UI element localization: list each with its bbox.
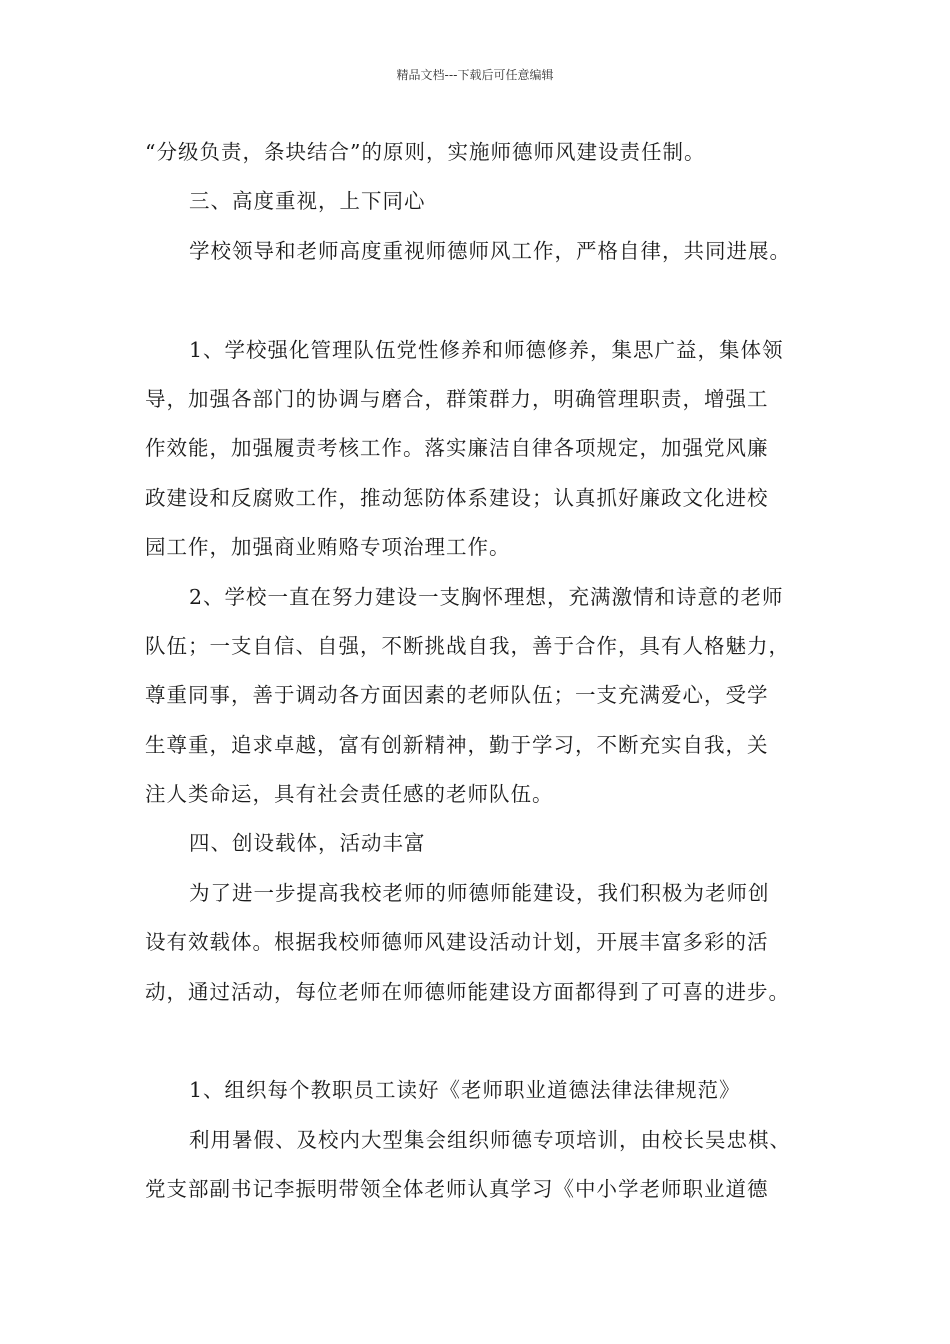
paragraph-gap bbox=[145, 1017, 825, 1066]
text-line: “分级负责，条块结合”的原则，实施师德师风建设责任制。 bbox=[145, 140, 706, 164]
section-heading: 四、创设载体，活动丰富 bbox=[189, 831, 426, 856]
text-line: 园工作，加强商业贿赂专项治理工作。 bbox=[145, 535, 511, 560]
paragraph-gap bbox=[145, 276, 825, 325]
text-line: 利用暑假、及校内大型集会组织师德专项培训，由校长吴忠棋、 bbox=[189, 1127, 791, 1152]
page-header: 精品文档---下载后可任意编辑 bbox=[396, 68, 554, 82]
text-line: 为了进一步提高我校老师的师德师能建设，我们积极为老师创 bbox=[189, 880, 770, 905]
text-line: 党支部副书记李振明带领全体老师认真学习《中小学老师职业道德 bbox=[145, 1177, 769, 1202]
text-line: 1、组织每个教职员工读好《老师职业道德法律法律规范》 bbox=[189, 1078, 741, 1103]
text-line: 作效能，加强履责考核工作。落实廉洁自律各项规定，加强党风廉 bbox=[145, 436, 769, 461]
text-line: 政建设和反腐败工作，推动惩防体系建设；认真抓好廉政文化进校 bbox=[145, 485, 769, 510]
text-line: 注人类命运，具有社会责任感的老师队伍。 bbox=[145, 782, 554, 807]
text-line: 生尊重，追求卓越，富有创新精神，勤于学习，不断充实自我，关 bbox=[145, 732, 769, 757]
text-line: 动，通过活动，每位老师在师德师能建设方面都得到了可喜的进步。 bbox=[145, 979, 790, 1004]
text-line: 1、学校强化管理队伍党性修养和师德修养，集思广益，集体领 bbox=[189, 337, 784, 362]
text-line: 2、学校一直在努力建设一支胸怀理想，充满激情和诗意的老师 bbox=[189, 584, 784, 609]
text-line: 队伍；一支自信、自强，不断挑战自我，善于合作，具有人格魅力， bbox=[145, 633, 790, 658]
text-line: 学校领导和老师高度重视师德师风工作，严格自律，共同进展。 bbox=[189, 238, 791, 263]
text-line: 导，加强各部门的协调与磨合，群策群力，明确管理职责，增强工 bbox=[145, 386, 769, 411]
text-line: 设有效载体。根据我校师德师风建设活动计划，开展丰富多彩的活 bbox=[145, 930, 769, 955]
text-line: 尊重同事，善于调动各方面因素的老师队伍；一支充满爱心，受学 bbox=[145, 683, 769, 708]
section-heading: 三、高度重视，上下同心 bbox=[189, 189, 426, 214]
document-body bbox=[145, 128, 825, 1215]
